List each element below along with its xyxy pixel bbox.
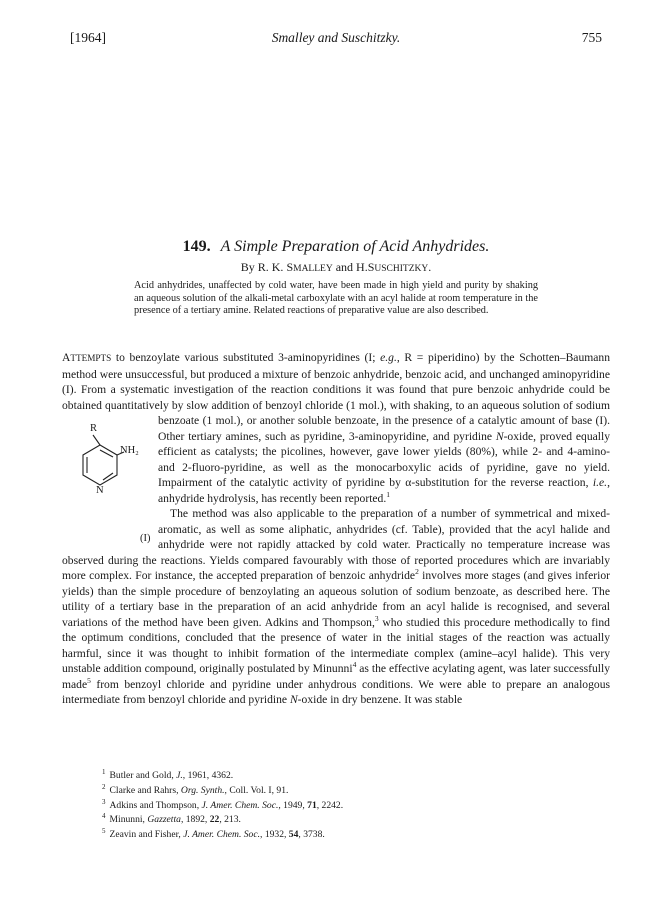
- text-run: from benzoyl chloride and pyridine under anhydrous conditions. We were able to prepare an analogous intermediate from benzoyl chloride and pyridine: [62, 677, 610, 706]
- footnote-journal: J. Amer. Chem. Soc.: [183, 829, 261, 841]
- text-run-italic: N: [289, 693, 298, 706]
- article-number: 149.: [182, 238, 211, 255]
- footnote-text: Minunni,: [109, 814, 148, 826]
- footnote-number: 3: [102, 797, 106, 806]
- compound-label: (I): [140, 533, 151, 544]
- footnote-text: , 1892,: [180, 814, 210, 826]
- paragraph-1-lead: ATTEMPTS: [62, 351, 112, 364]
- abstract: [134, 280, 538, 318]
- footnote-ref-5[interactable]: 5: [87, 675, 91, 685]
- footnote-journal: Org. Synth.: [180, 784, 225, 796]
- text-run: to benzoylate various substituted 3-aminopyridines (I;: [111, 351, 381, 364]
- footnote-5: [102, 826, 522, 841]
- footnote-text: , 1961, 4362.: [182, 770, 234, 782]
- footnote-text: Clarke and Rahrs,: [109, 784, 181, 796]
- byline: [60, 260, 612, 275]
- footnote-1: [102, 767, 522, 782]
- text-run: involves more stages (and gives inferior yields) than the simple procedure of benzoylating an aqueous solution of sodium benzoate, as described here. The utility of a tertiary base in the preparation of an acid anhydride from an acyl halide is recognised, and several variations of the method have been given. Adkins and Thompson,: [62, 569, 611, 629]
- footnote-text: , Coll. Vol. I, 91.: [224, 784, 289, 796]
- footnote-3: [102, 797, 522, 812]
- text-run: The method was also applicable to the preparation of a number of symmetrical and mixed-aromatic, as well as some aliphatic, anhydrides (cf. Table), provided that the acyl halide and anhydride were not rapidly attacked by cold water. Practically no temperature increase was observed during the reactions. Yields compared favourably with those of reported procedures which are invariably more complex. For instance, the accepted preparation of benzoic anhydride: [62, 507, 610, 582]
- structure-r-label: R: [90, 423, 98, 434]
- footnote-volume: 22: [209, 814, 220, 826]
- footnote-ref-3[interactable]: 3: [374, 613, 379, 623]
- header-year: [1964]: [70, 30, 106, 45]
- structure-nh2-label: NH₂: [120, 445, 139, 456]
- footnote-text: , 2242.: [316, 799, 344, 811]
- article-body: [62, 350, 610, 708]
- footnote-volume: 54: [288, 829, 299, 841]
- footnote-ref-1[interactable]: 1: [386, 489, 391, 499]
- header-authors: Smalley and Suschitzky.: [271, 30, 401, 45]
- structure-ring-n-label: N: [96, 485, 104, 496]
- footnote-number: 1: [102, 768, 106, 776]
- abstract-text: Acid anhydrides, unaffected by cold water, have been made in high yield and purity by shaking an aqueous solution of the alkali-metal carboxylate with an acyl halide at room temperature in the presence of a tertiary amine. Related reactions of preparative value are also described.: [134, 280, 538, 316]
- footnote-journal: Gazzetta: [147, 814, 181, 826]
- footnote-4: [102, 811, 522, 826]
- footnote-journal: J.: [176, 770, 183, 782]
- footnote-number: 4: [102, 812, 106, 821]
- text-run-italic: N: [495, 429, 504, 443]
- footnote-2: [102, 782, 522, 797]
- text-run: -oxide in dry benzene. It was stable: [297, 693, 463, 706]
- byline-and: and: [335, 260, 354, 274]
- byline-prefix: By: [240, 260, 255, 274]
- author1-surname: SMALLEY: [286, 260, 333, 274]
- download-watermark: [0, 156, 18, 616]
- author2-initials: H.: [356, 260, 368, 274]
- structure-figure: [62, 415, 158, 543]
- author2-surname: SUSCHITZKY: [367, 260, 429, 274]
- text-run: as the effective acylating agent, was later successfully made: [62, 662, 610, 691]
- footnote-number: 5: [102, 827, 106, 836]
- footnote-volume: 71: [307, 799, 317, 811]
- footnote-ref-4[interactable]: 4: [352, 660, 357, 670]
- footnote-number: 2: [102, 782, 106, 791]
- footnote-ref-2[interactable]: 2: [415, 567, 419, 577]
- footnotes: [102, 767, 522, 841]
- footnote-text: Zeavin and Fisher,: [109, 829, 184, 841]
- footnote-text: Adkins and Thompson,: [109, 799, 202, 811]
- author1-initials: R. K.: [257, 260, 284, 274]
- footnote-text: , 1949,: [278, 799, 308, 811]
- article-title-text: A Simple Preparation of Acid Anhydrides.: [220, 238, 490, 255]
- pyridine-structure-icon: [62, 415, 158, 543]
- text-run: , R = piperidino) by the Schotten–Baumann method were unsuccessful, but produced a mixture of benzoic anhydride, benzoic acid, and unchanged aminopyridine (I). From a systematic investigation of the reaction conditions it was found that pure benzoic anhydride could be obtained quantitatively by slow addition of benzoyl chloride (1 mol.), with shaking, to an aqueous solution of sodium benzoate (1 mol.), or another soluble benzoate, in the presence of a R NH₂ N (I) catalytic amount of base (I). Other tertiary amines, such as pyridine, 3-aminopyridine, and pyridine N-oxide, proved equally efficient as catalysts; the picolines, however, gave lower yields (80%), while 2- and 4-amino- and 2-fluoro-pyridine, as well as the monocarboxylic acids of pyridine, gave no yield. Impairment of the catalytic activity of pyridine by α-substitution for the reverse reaction, i.e., anhydride hydrolysis, has recently been reported.$^1$: [62, 351, 610, 505]
- header-page-number: 755: [581, 30, 602, 45]
- footnote-journal: J. Amer. Chem. Soc.: [201, 799, 279, 811]
- paragraph-1: [62, 350, 611, 544]
- article-title: [60, 238, 612, 256]
- footnote-text: , 213.: [219, 814, 241, 826]
- running-head: [70, 30, 602, 50]
- footnote-text: , 3738.: [298, 829, 325, 841]
- text-run: who studied this procedure methodically to find the optimum conditions, concluded that the presence of water in the initial stages of the reaction was actually harmful, since it was thought to inhibit formation of the intermediate complex (amine–acyl halide). This very unstable addition compound, originally postulated by Minunni: [62, 615, 610, 675]
- byline-end: .: [428, 260, 432, 274]
- text-run-italic: i.e.: [592, 476, 608, 489]
- footnote-text: Butler and Gold,: [109, 770, 177, 782]
- text-run-italic: e.g.: [380, 351, 397, 364]
- footnote-text: , 1932,: [260, 829, 289, 841]
